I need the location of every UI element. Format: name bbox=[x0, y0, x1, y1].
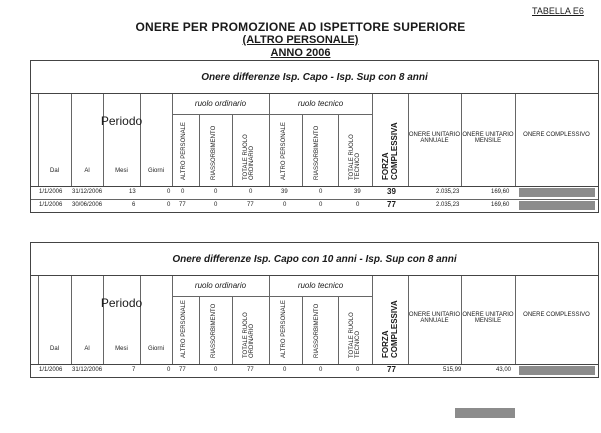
ord-totale-label: TOTALE RUOLO ORDINARIO bbox=[243, 134, 255, 180]
dal-label: Dal bbox=[49, 346, 59, 352]
tec-totale-label: TOTALE RUOLO TECNICO bbox=[349, 134, 361, 180]
giorni-label: Giorni bbox=[147, 346, 164, 352]
al-label: Al bbox=[84, 168, 90, 174]
unitario-mensile-label: ONERE UNITARIO MENSILE bbox=[462, 312, 514, 324]
al-label: Al bbox=[84, 346, 90, 352]
ord-riass-label: RIASSORBIMENTO bbox=[211, 303, 217, 358]
tec-altro-label: ALTRO PERSONALE bbox=[281, 122, 287, 180]
table-header bbox=[31, 94, 598, 187]
table-header bbox=[31, 276, 598, 365]
tec-totale-label: TOTALE RUOLO TECNICO bbox=[349, 312, 361, 358]
ruolo-ordinario-label: ruolo ordinario bbox=[194, 99, 247, 108]
ruolo-tecnico-label: ruolo tecnico bbox=[297, 99, 344, 108]
redacted-value bbox=[519, 366, 595, 375]
table-tag: TABELLA E6 bbox=[532, 6, 584, 16]
dal-label: Dal bbox=[49, 168, 59, 174]
complessivo-label: ONERE COMPLESSIVO bbox=[523, 312, 590, 318]
document-year: ANNO 2006 bbox=[270, 47, 331, 59]
ord-altro-label: ALTRO PERSONALE bbox=[181, 122, 187, 180]
document-title: ONERE PER PROMOZIONE AD ISPETTORE SUPERIORE bbox=[135, 20, 466, 34]
onere-table-1 bbox=[30, 60, 599, 213]
ruolo-ordinario-label: ruolo ordinario bbox=[194, 281, 247, 290]
mesi-label: Mesi bbox=[115, 168, 128, 174]
complessivo-label: ONERE COMPLESSIVO bbox=[523, 132, 590, 138]
forza-label: FORZA COMPLESSIVA bbox=[381, 300, 399, 358]
ord-altro-label: ALTRO PERSONALE bbox=[181, 300, 187, 358]
giorni-label: Giorni bbox=[147, 168, 164, 174]
unitario-annuale-label: ONERE UNITARIO ANNUALE bbox=[408, 132, 461, 144]
tec-altro-label: ALTRO PERSONALE bbox=[281, 300, 287, 358]
redacted-total bbox=[455, 408, 515, 418]
table-caption: Onere differenze Isp. Capo con 10 anni - Isp. Sup con 8 anni bbox=[31, 243, 598, 276]
forza-label: FORZA COMPLESSIVA bbox=[381, 122, 399, 180]
table-row: 1/1/2006 31/12/2006 13 0 0 0 0 39 0 39 39 2.035,23 169,60 bbox=[31, 187, 598, 200]
onere-table-2 bbox=[30, 242, 599, 378]
table-row: 1/1/2006 30/06/2006 6 0 77 0 77 0 0 0 77 2.035,23 169,60 bbox=[31, 200, 598, 212]
periodo-label: Periodo bbox=[100, 114, 143, 128]
ruolo-tecnico-label: ruolo tecnico bbox=[297, 281, 344, 290]
table-caption: Onere differenze Isp. Capo - Isp. Sup con 8 anni bbox=[31, 61, 598, 94]
redacted-value bbox=[519, 201, 595, 210]
unitario-mensile-label: ONERE UNITARIO MENSILE bbox=[462, 132, 514, 144]
table-row: 1/1/2006 31/12/2006 7 0 77 0 77 0 0 0 77 515,99 43,00 bbox=[31, 365, 598, 377]
ord-riass-label: RIASSORBIMENTO bbox=[211, 125, 217, 180]
document-subtitle: (ALTRO PERSONALE) bbox=[242, 34, 359, 46]
ord-totale-label: TOTALE RUOLO ORDINARIO bbox=[243, 312, 255, 358]
unitario-annuale-label: ONERE UNITARIO ANNUALE bbox=[408, 312, 461, 324]
redacted-value bbox=[519, 188, 595, 197]
mesi-label: Mesi bbox=[115, 346, 128, 352]
periodo-label: Periodo bbox=[100, 296, 143, 310]
tec-riass-label: RIASSORBIMENTO bbox=[314, 303, 320, 358]
tec-riass-label: RIASSORBIMENTO bbox=[314, 125, 320, 180]
